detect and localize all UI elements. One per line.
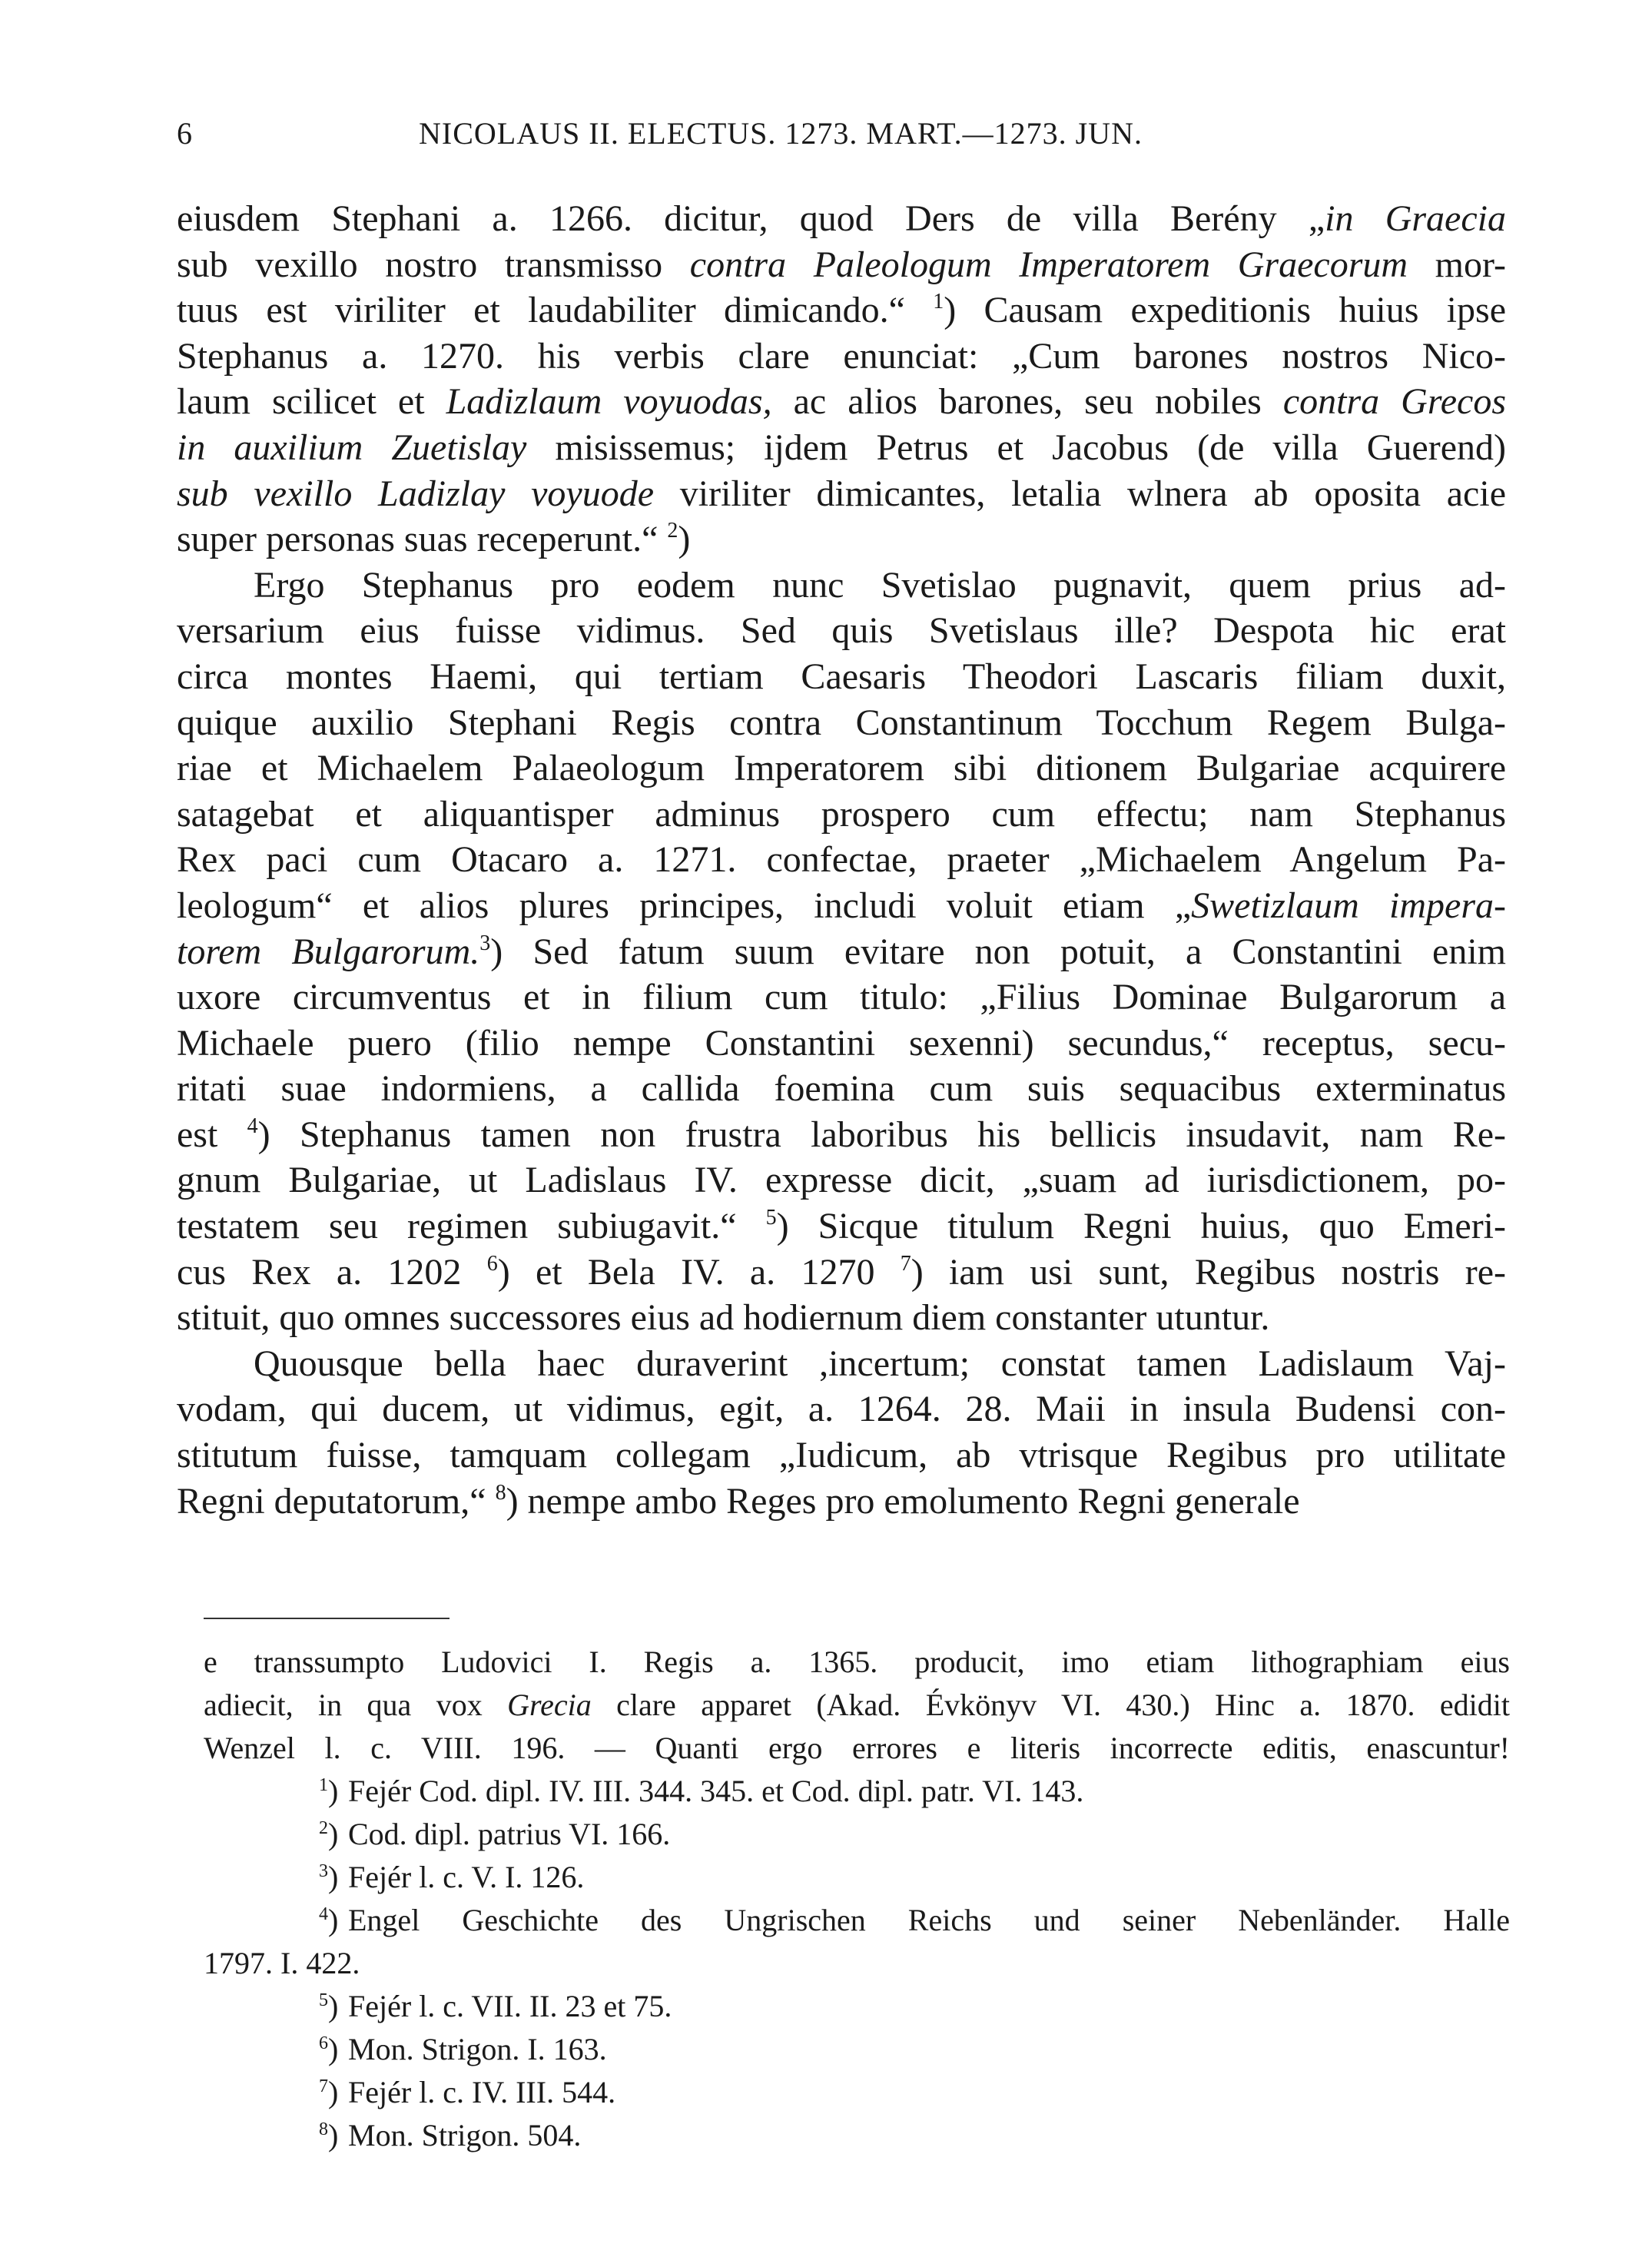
text-line bbox=[177, 1341, 1506, 1387]
text-run: ) Stephanus tamen non frustra laboribus his bellicis insudavit, nam Re- bbox=[257, 1114, 1506, 1155]
text-run: stituit, quo omnes successores eius ad hodiernum diem constanter utuntur. bbox=[177, 1297, 1270, 1339]
text-line bbox=[177, 196, 1506, 242]
footnote-continuation-line bbox=[204, 1727, 1510, 1770]
footnote bbox=[204, 1856, 1510, 1899]
text-run: Stephanus a. 1270. his verbis clare enunciat: „Cum barones nostros Nico- bbox=[177, 335, 1506, 377]
footnote-ref: 5 bbox=[765, 1206, 777, 1230]
text-run: mor- bbox=[1408, 244, 1506, 285]
footnote-text: Mon. Strigon. 504. bbox=[348, 2118, 582, 2152]
text-line bbox=[177, 379, 1506, 425]
italic-text: in Graecia bbox=[1325, 198, 1506, 239]
text-line bbox=[177, 974, 1506, 1021]
text-line bbox=[177, 1203, 1506, 1250]
text-run: Quousque bella haec duraverint ,incertum; constat tamen Ladislaum Vaj- bbox=[254, 1343, 1506, 1384]
text-run: versarium eius fuisse vidimus. Sed quis Svetislaus ille? Despota hic erat bbox=[177, 610, 1506, 652]
text-line bbox=[177, 608, 1506, 654]
text-line bbox=[177, 516, 1506, 563]
text-run: misissemus; ijdem Petrus et Jacobus (de villa Guerend) bbox=[526, 427, 1506, 468]
footnote-number: 5 bbox=[319, 1990, 328, 2010]
text-line bbox=[177, 425, 1506, 471]
footnote-number: 2 bbox=[319, 1818, 328, 1838]
text-run: e transsumpto Ludovici I. Regis a. 1365. producit, imo etiam lithographiam eius bbox=[204, 1645, 1510, 1679]
text-run: ) bbox=[678, 519, 691, 560]
text-run: ac alios barones, seu nobiles bbox=[771, 381, 1283, 423]
footnote-text: Fejér l. c. V. I. 126. bbox=[348, 1860, 585, 1894]
text-run: gnum Bulgariae, ut Ladislaus IV. expresse dicit, „suam ad iurisdictionem, po- bbox=[177, 1160, 1506, 1201]
text-line bbox=[177, 1295, 1506, 1341]
text-run: ) Causam expeditionis huius ipse bbox=[944, 290, 1506, 331]
footnote-continuation-line bbox=[204, 1641, 1510, 1684]
footnote-number: 4 bbox=[319, 1904, 328, 1924]
text-line bbox=[177, 1479, 1506, 1525]
text-line bbox=[177, 1112, 1506, 1158]
italic-text: Grecia bbox=[507, 1688, 592, 1722]
text-run: ) et Bela IV. a. 1270 bbox=[497, 1251, 901, 1293]
text-line bbox=[177, 883, 1506, 929]
text-run: testatem seu regimen subiugavit.“ bbox=[177, 1206, 766, 1247]
italic-text: contra Grecos bbox=[1282, 381, 1506, 423]
italic-text: contra Paleologum Imperatorem Graecorum bbox=[689, 244, 1408, 285]
text-line bbox=[177, 654, 1506, 700]
text-line bbox=[177, 1066, 1506, 1112]
text-line bbox=[177, 1250, 1506, 1296]
text-line bbox=[177, 1157, 1506, 1203]
text-run: super personas suas receperunt.“ bbox=[177, 519, 668, 560]
footnote-ref: 1 bbox=[933, 290, 944, 314]
footnote-marker: $^5$) bbox=[319, 1989, 339, 2023]
footnote bbox=[204, 2028, 1510, 2071]
footnote-ref: 7 bbox=[900, 1251, 911, 1276]
italic-text: torem Bulgarorum. bbox=[177, 931, 480, 972]
text-run: stitutum fuisse, tamquam collegam „Iudicum, ab vtrisque Regibus pro utilitate bbox=[177, 1435, 1506, 1476]
footnote-text: Fejér l. c. IV. III. 544. bbox=[348, 2075, 616, 2109]
running-title: NICOLAUS II. ELECTUS. 1273. MART.—1273. JUN. bbox=[419, 116, 1143, 151]
footnote-text: Fejér Cod. dipl. IV. III. 344. 345. et Cod. dipl. patr. VI. 143. bbox=[348, 1774, 1084, 1808]
footnote bbox=[204, 1813, 1510, 1856]
text-run: circa montes Haemi, qui tertiam Caesaris Theodori Lascaris filiam duxit, bbox=[177, 656, 1506, 697]
footnote-ref: 6 bbox=[486, 1251, 498, 1276]
footnote bbox=[204, 1985, 1510, 2028]
text-run: cus Rex a. 1202 bbox=[177, 1251, 487, 1293]
footnote-number: 1 bbox=[319, 1775, 328, 1795]
footnote-marker: $^2$) bbox=[319, 1817, 339, 1851]
footnote-number: 8 bbox=[319, 2119, 328, 2139]
footnote-marker: $^3$) bbox=[319, 1860, 339, 1894]
footnote-ref: 4 bbox=[247, 1114, 258, 1138]
footnote bbox=[204, 1770, 1510, 1813]
text-line bbox=[177, 1021, 1506, 1067]
text-run: sub vexillo nostro transmisso bbox=[177, 244, 690, 285]
footnote-marker: $^8$) bbox=[319, 2118, 339, 2152]
text-run: ritati suae indormiens, a callida foemina cum suis sequacibus exterminatus bbox=[177, 1068, 1506, 1110]
text-line bbox=[177, 471, 1506, 517]
text-run: vodam, qui ducem, ut vidimus, egit, a. 1264. 28. Maii in insula Budensi con- bbox=[177, 1389, 1506, 1430]
text-run: quique auxilio Stephani Regis contra Constantinum Tocchum Regem Bulga- bbox=[177, 702, 1506, 743]
footnote-text: Fejér l. c. VII. II. 23 et 75. bbox=[348, 1989, 672, 2023]
footnote bbox=[204, 1899, 1510, 1942]
text-run: Michaele puero (filio nempe Constantini sexenni) secundus,“ receptus, secu- bbox=[177, 1022, 1506, 1064]
text-run: viriliter dimicantes, letalia wlnera ab oposita acie bbox=[654, 473, 1506, 514]
text-run: est bbox=[177, 1114, 247, 1155]
running-header bbox=[177, 115, 1529, 161]
main-text bbox=[177, 196, 1506, 1524]
footnote-ref: 8 bbox=[495, 1480, 506, 1505]
text-line bbox=[177, 745, 1506, 792]
text-run: riae et Michaelem Palaeologum Imperatorem sibi ditionem Bulgariae acquirere bbox=[177, 748, 1506, 789]
footnote-text: Engel Geschichte des Ungrischen Reichs und seiner Nebenländer. Halle bbox=[348, 1903, 1510, 1937]
text-run: uxore circumventus et in filium cum titulo: „Filius Dominae Bulgarorum a bbox=[177, 977, 1506, 1018]
footnotes bbox=[204, 1641, 1510, 2157]
text-run: ) Sicque titulum Regni huius, quo Emeri- bbox=[776, 1206, 1506, 1247]
footnote-marker: $^7$) bbox=[319, 2075, 339, 2109]
footnote-continuation-line bbox=[204, 1684, 1510, 1727]
text-line bbox=[177, 334, 1506, 380]
text-line bbox=[177, 700, 1506, 746]
text-run: Regni deputatorum,“ bbox=[177, 1480, 496, 1522]
text-line bbox=[177, 1386, 1506, 1432]
footnote-number: 3 bbox=[319, 1861, 328, 1881]
footnote-marker: $^1$) bbox=[319, 1774, 339, 1808]
footnote-number: 7 bbox=[319, 2076, 328, 2096]
footnote-marker: $^6$) bbox=[319, 2032, 339, 2066]
text-run: satagebat et aliquantisper adminus prospero cum effectu; nam Stephanus bbox=[177, 793, 1506, 835]
text-run: ) nempe ambo Reges pro emolumento Regni generale bbox=[506, 1480, 1300, 1522]
text-line bbox=[177, 287, 1506, 334]
footnote-ref: 2 bbox=[667, 519, 678, 543]
footnote bbox=[204, 2114, 1510, 2157]
footnote-marker: $^4$) bbox=[319, 1903, 339, 1937]
footnote-number: 6 bbox=[319, 2033, 328, 2053]
text-line bbox=[177, 1432, 1506, 1479]
text-run: eiusdem Stephani a. 1266. dicitur, quod Ders de villa Berény „ bbox=[177, 198, 1325, 239]
text-line bbox=[177, 242, 1506, 288]
italic-text: in auxilium Zuetislay bbox=[177, 427, 527, 468]
text-line bbox=[177, 792, 1506, 838]
footnote-ref: 3 bbox=[479, 931, 491, 955]
text-run: leologum“ et alios plures principes, includi voluit etiam „ bbox=[177, 885, 1192, 926]
footnote-separator bbox=[204, 1618, 449, 1619]
text-run: clare apparet (Akad. Évkönyv VI. 430.) Hinc a. 1870. edidit bbox=[591, 1688, 1510, 1722]
footnote-text: Cod. dipl. patrius VI. 166. bbox=[348, 1817, 671, 1851]
text-run: laum scilicet et bbox=[177, 381, 446, 423]
footnote bbox=[204, 2071, 1510, 2114]
footnote-continuation: 1797. I. 422. bbox=[204, 1946, 360, 1980]
text-line bbox=[177, 929, 1506, 975]
text-run: Ergo Stephanus pro eodem nunc Svetislao pugnavit, quem prius ad- bbox=[254, 564, 1506, 606]
text-run: Rex paci cum Otacaro a. 1271. confectae, praeter „Michaelem Angelum Pa- bbox=[177, 839, 1506, 881]
italic-text: Swetizlaum impera- bbox=[1191, 885, 1506, 926]
text-run: adiecit, in qua vox bbox=[204, 1688, 508, 1722]
italic-text: Ladizlaum voyuodas, bbox=[446, 381, 772, 423]
text-run: Wenzel l. c. VIII. 196. — Quanti ergo errores e literis incorrecte editis, enascuntur! bbox=[204, 1731, 1510, 1765]
text-run: ) iam usi sunt, Regibus nostris re- bbox=[911, 1251, 1506, 1293]
italic-text: sub vexillo Ladizlay voyuode bbox=[177, 473, 655, 514]
text-run: tuus est viriliter et laudabiliter dimicando.“ bbox=[177, 290, 934, 331]
text-run: ) Sed fatum suum evitare non potuit, a Constantini enim bbox=[490, 931, 1506, 972]
text-line bbox=[177, 563, 1506, 609]
footnote-text: Mon. Strigon. I. 163. bbox=[348, 2032, 607, 2066]
text-line bbox=[177, 837, 1506, 883]
page-number: 6 bbox=[177, 116, 193, 151]
